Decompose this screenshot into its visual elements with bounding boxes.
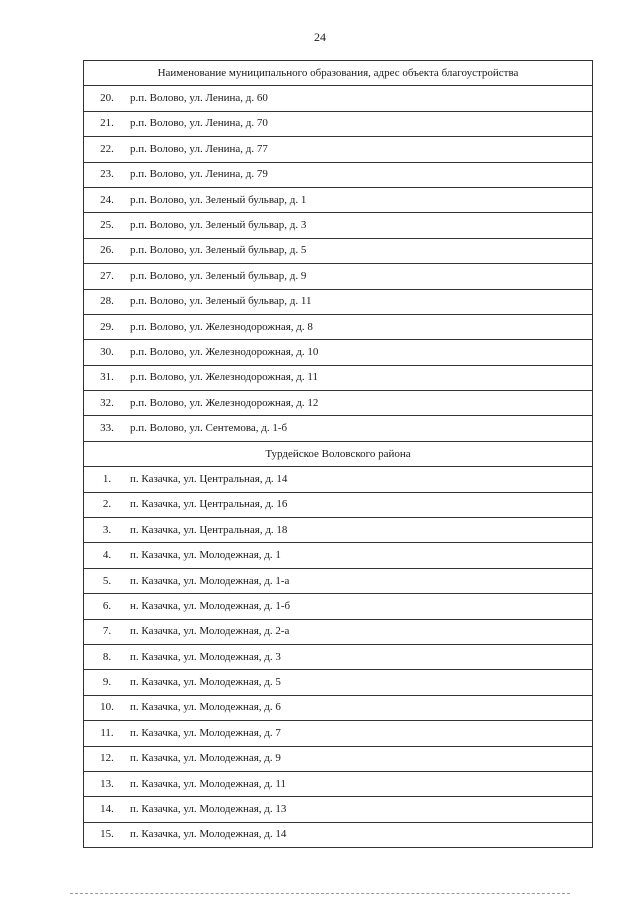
table-cell [84, 467, 593, 492]
row-number: 12. [100, 752, 114, 765]
row-address: п. Казачка, ул. Молодежная, д. 13 [130, 803, 287, 816]
table-row [84, 416, 593, 441]
row-number: 11. [100, 726, 114, 739]
table-row [84, 314, 593, 339]
row-number: 27. [100, 269, 114, 282]
table-cell [84, 644, 593, 669]
table-cell [84, 365, 593, 390]
page-number: 24 [314, 30, 326, 44]
table-cell [84, 314, 593, 339]
row-number: 24. [100, 193, 114, 206]
table-cell [84, 187, 593, 212]
table-row [84, 365, 593, 390]
table-row [84, 619, 593, 644]
table-row [84, 695, 593, 720]
table-cell [84, 111, 593, 136]
table-cell [84, 162, 593, 187]
row-address: н. Казачка, ул. Молодежная, д. 1-б [130, 599, 291, 612]
row-address: р.п. Волово, ул. Сентемова, д. 1-б [130, 422, 288, 435]
row-address: п. Казачка, ул. Молодежная, д. 11 [130, 777, 286, 790]
table-row [84, 721, 593, 746]
row-address: р.п. Волово, ул. Зеленый бульвар, д. 9 [130, 269, 307, 282]
table-row [84, 86, 593, 111]
row-address: р.п. Волово, ул. Железнодорожная, д. 11 [130, 371, 318, 384]
row-number: 23. [100, 168, 114, 181]
table-row [84, 568, 593, 593]
row-number: 8. [102, 650, 112, 663]
table-cell [84, 518, 593, 543]
table-cell [84, 340, 593, 365]
table-row [84, 543, 593, 568]
objects-table [83, 60, 593, 848]
row-number: 7. [102, 625, 112, 638]
table-cell [84, 416, 593, 441]
row-address: п. Казачка, ул. Центральная, д. 18 [130, 523, 288, 536]
row-address: р.п. Волово, ул. Зеленый бульвар, д. 11 [130, 295, 312, 308]
table-row [84, 644, 593, 669]
table-header-row [84, 61, 593, 86]
row-number: 13. [100, 777, 114, 790]
table-cell [84, 721, 593, 746]
row-number: 2. [102, 498, 112, 511]
table-row [84, 822, 593, 847]
row-address: п. Казачка, ул. Центральная, д. 16 [130, 498, 288, 511]
table-row [84, 594, 593, 619]
row-number: 21. [100, 117, 114, 130]
row-address: п. Казачка, ул. Молодежная, д. 9 [130, 752, 281, 765]
table-cell [84, 264, 593, 289]
row-number: 15. [100, 828, 114, 841]
table-row [84, 162, 593, 187]
row-number: 25. [100, 219, 114, 232]
scan-edge-line [70, 893, 570, 894]
row-number: 4. [102, 549, 112, 562]
row-number: 3. [102, 523, 112, 536]
table-cell [84, 797, 593, 822]
row-number: 10. [100, 701, 114, 714]
row-number: 20. [100, 92, 114, 105]
table-row [84, 797, 593, 822]
table-cell [84, 746, 593, 771]
table-row [84, 340, 593, 365]
table-cell [84, 543, 593, 568]
table-cell [84, 771, 593, 796]
row-address: р.п. Волово, ул. Железнодорожная, д. 12 [130, 396, 319, 409]
table-row [84, 670, 593, 695]
table-row [84, 187, 593, 212]
table-row [84, 137, 593, 162]
table-cell [84, 594, 593, 619]
row-address: р.п. Волово, ул. Зеленый бульвар, д. 5 [130, 244, 307, 257]
table-cell [84, 670, 593, 695]
row-number: 29. [100, 320, 114, 333]
table-cell [84, 391, 593, 416]
section-row [84, 441, 593, 466]
row-address: р.п. Волово, ул. Ленина, д. 70 [130, 117, 268, 130]
row-address: п. Казачка, ул. Молодежная, д. 5 [130, 676, 281, 689]
section-title: Турдейское Воловского района [84, 441, 593, 466]
row-number: 6. [102, 599, 112, 612]
row-number: 32. [100, 396, 114, 409]
table-row [84, 289, 593, 314]
table-row [84, 264, 593, 289]
table-cell [84, 568, 593, 593]
row-number: 5. [102, 574, 112, 587]
table-row [84, 213, 593, 238]
row-address: р.п. Волово, ул. Железнодорожная, д. 10 [130, 345, 319, 358]
table-cell [84, 492, 593, 517]
row-address: п. Казачка, ул. Молодежная, д. 2-а [130, 625, 290, 638]
table-row [84, 746, 593, 771]
table-cell [84, 289, 593, 314]
table-row [84, 391, 593, 416]
row-address: п. Казачка, ул. Молодежная, д. 7 [130, 726, 281, 739]
row-number: 31. [100, 371, 114, 384]
row-address: р.п. Волово, ул. Железнодорожная, д. 8 [130, 320, 313, 333]
row-address: п. Казачка, ул. Центральная, д. 14 [130, 472, 288, 485]
table-cell [84, 137, 593, 162]
table-cell [84, 213, 593, 238]
row-address: п. Казачка, ул. Молодежная, д. 1-а [130, 574, 290, 587]
table-row [84, 771, 593, 796]
row-number: 33. [100, 422, 114, 435]
row-number: 28. [100, 295, 114, 308]
row-address: п. Казачка, ул. Молодежная, д. 1 [130, 549, 281, 562]
table-row [84, 518, 593, 543]
row-number: 30. [100, 345, 114, 358]
table-cell [84, 695, 593, 720]
table-cell [84, 86, 593, 111]
table-row [84, 492, 593, 517]
row-number: 1. [102, 472, 112, 485]
table-header-cell: Наименование муниципального образования, адрес объекта благоустройства [84, 61, 593, 86]
row-address: р.п. Волово, ул. Зеленый бульвар, д. 1 [130, 193, 307, 206]
row-address: п. Казачка, ул. Молодежная, д. 3 [130, 650, 281, 663]
row-address: р.п. Волово, ул. Ленина, д. 77 [130, 142, 268, 155]
row-address: р.п. Волово, ул. Зеленый бульвар, д. 3 [130, 219, 307, 232]
table-cell [84, 619, 593, 644]
table-row [84, 238, 593, 263]
row-number: 26. [100, 244, 114, 257]
row-address: п. Казачка, ул. Молодежная, д. 6 [130, 701, 281, 714]
table-row [84, 111, 593, 136]
table-cell [84, 238, 593, 263]
row-address: р.п. Волово, ул. Ленина, д. 79 [130, 168, 268, 181]
row-number: 9. [102, 676, 112, 689]
row-number: 14. [100, 803, 114, 816]
table-cell [84, 822, 593, 847]
table-row [84, 467, 593, 492]
row-address: р.п. Волово, ул. Ленина, д. 60 [130, 92, 268, 105]
table-body [84, 61, 593, 848]
row-number: 22. [100, 142, 114, 155]
row-address: п. Казачка, ул. Молодежная, д. 14 [130, 828, 287, 841]
